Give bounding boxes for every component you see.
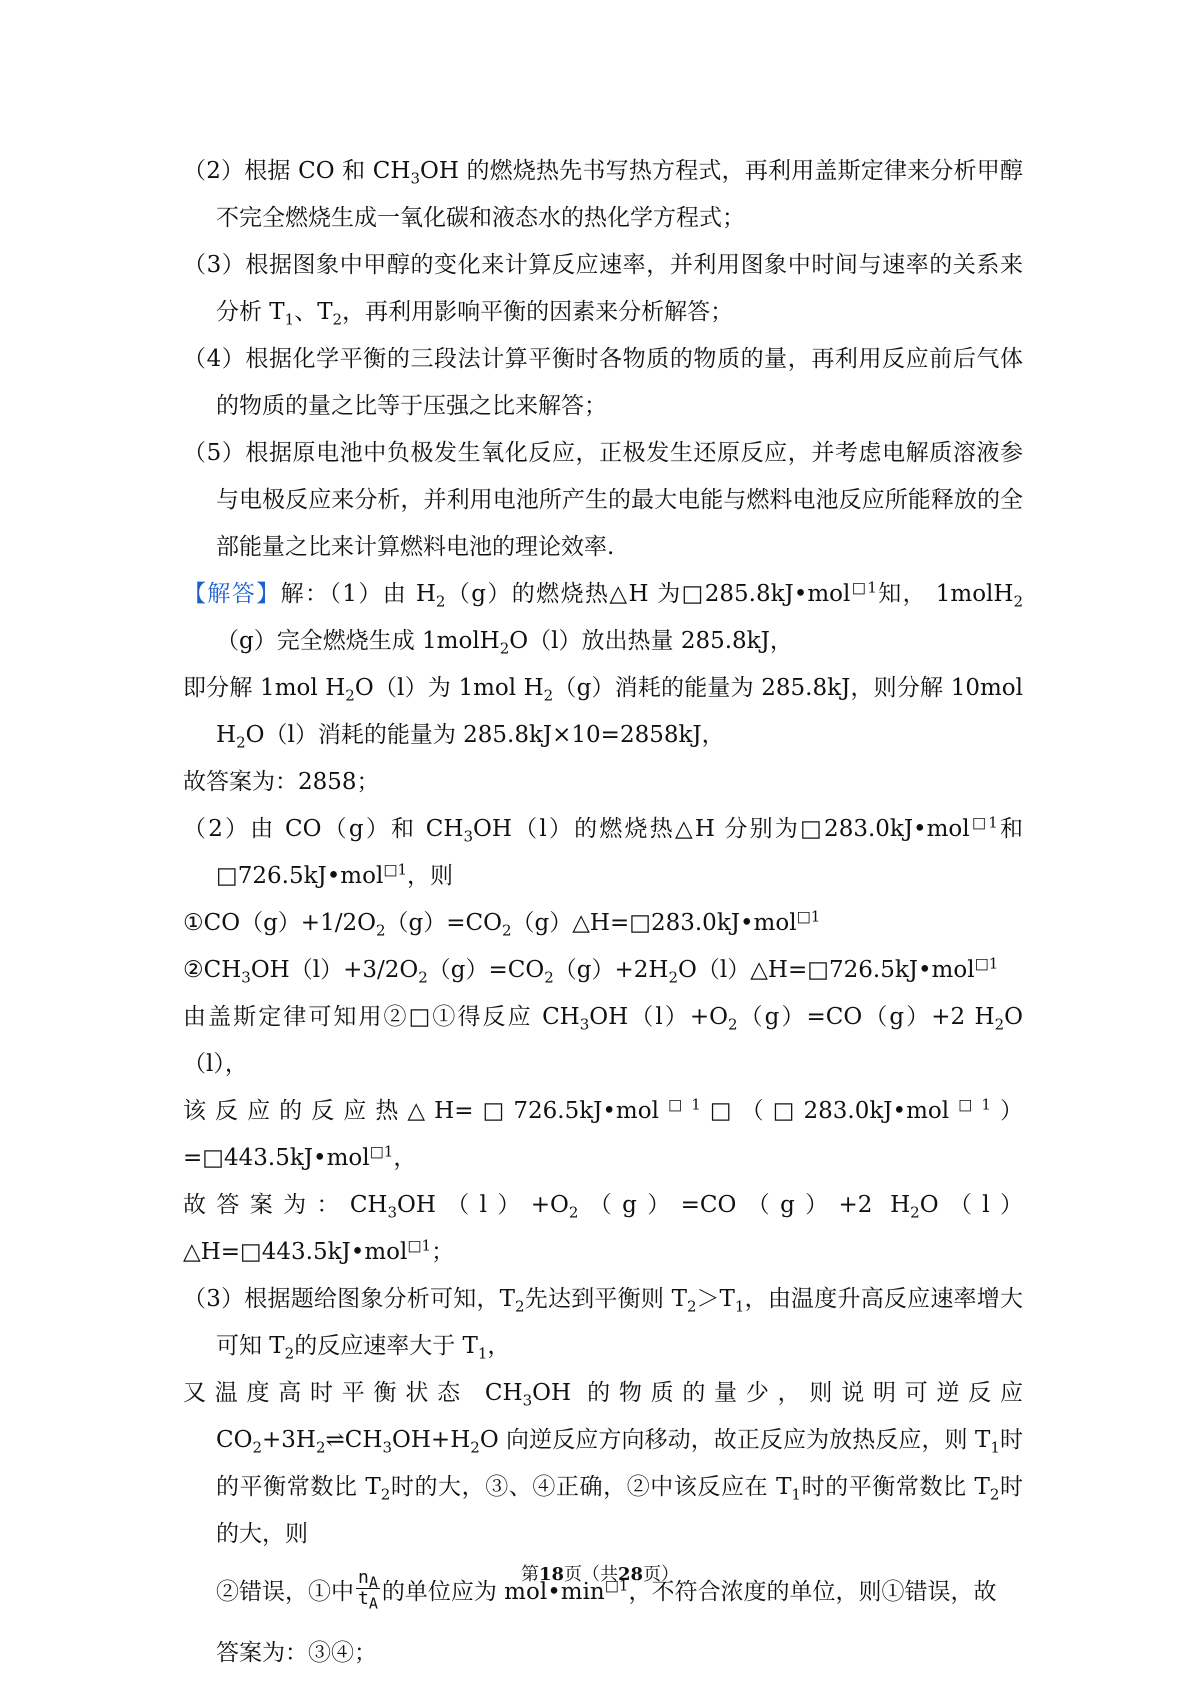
page-number: 18 — [538, 1564, 564, 1585]
fraction-denominator: $t_A$ — [358, 1587, 378, 1613]
fraction-line: ②错误，①中 $\frac{n_A}{t_A}$ 的单位应为 $mol•\min^{□1}$，不符合浓度的单位，则①错误，故 — [216, 1566, 997, 1613]
fraction-numerator: $n_A$ — [358, 1566, 378, 1592]
answer-3-result: 答案为：③④； — [216, 1640, 377, 1666]
document-body — [183, 148, 1023, 1677]
answer-part-3: （3）根据题给图象分析可知，$T_2$先达到平衡则 $T_2>T_1$，由温度升高反应速率增大可知 $T_2$的反应速率大于 $T_1$， — [183, 1286, 1023, 1363]
page-footer: 第18页（共28页） — [520, 1564, 680, 1585]
answer-part-1: 【解答】解：（1）由 $H_2(g)$的燃烧热△H 为□285.8kJ•mol$^{□1}$知， 1molH$_2$（g）完全燃烧生成 1molH$_2$O（l）放出热量 285.8kJ， — [183, 578, 1024, 658]
equation-1: $①CO(g)+1/2O_2(g)=CO_2(g)\triangle H=□283.0kJ•mol^{□1}$ — [183, 907, 821, 940]
answer-part-1-cont: 即分解 1mol $H_2O(l)$为 1mol $H_2(g)$消耗的能量为 285.8kJ，则分解 10mol $H_2O(l)$消耗的能量为 285.8kJ×10=2858kJ， — [183, 675, 1023, 752]
equation-2: $②CH_3OH(l)+3/2O_2(g)=CO_2(g)+2H_2O(l)\triangle H=□726.5kJ•mol^{□1}$ — [183, 954, 999, 987]
answer-tag: 【解答】 — [183, 581, 281, 607]
answer-1-result: 故答案为：2858； — [183, 769, 380, 795]
answer-2-result: 故答案为：$CH_3OH(l)+O_2(g)=CO(g)+2$ $H_2O(l)\triangle H=□443.5kJ•mol^{□1}$； — [183, 1192, 1024, 1265]
reaction-heat-line: 该反应的反应热△H=□726.5kJ•mol$^{□1}$□（□283.0kJ•mol$^{□1}$）=□443.5kJ•mol$^{□1}$， — [183, 1095, 1023, 1171]
analysis-item-3: （3）根据图象中甲醇的变化来计算反应速率，并利用图象中时间与速率的关系来分析 $T_1$、$T_2$，再利用影响平衡的因素来分析解答； — [183, 252, 1023, 329]
analysis-item-4: （4）根据化学平衡的三段法计算平衡时各物质的物质的量，再利用反应前后气体的物质的量之比等于压强之比来解答； — [183, 346, 1023, 419]
answer-part-3-cont: 又温度高时平衡状态 $CH_3OH$ 的物质的量少，则说明可逆反应 $CO_2+3H_2\rightleftharpoons CH_3OH+H_2O$ 向逆反应方向移动，故正反应为放热反应，则 $T_1$时的平衡常数比 $T_2$时的大，③、④正确，②中该反应在 $T_1$时的平衡常数比 $T_2$时的大，则 — [183, 1380, 1024, 1547]
analysis-item-2: （2）根据 CO 和 $CH_3OH$ 的燃烧热先书写热方程式，再利用盖斯定律来分析甲醇不完全燃烧生成一氧化碳和液态水的热化学方程式； — [183, 158, 1023, 231]
page-total: 28 — [618, 1564, 644, 1585]
answer-part-2: （2）由 CO（g）和 $CH_3OH(l)$的燃烧热△H 分别为□283.0kJ•mol$^{□1}$和□726.5kJ•mol$^{□1}$，则 — [183, 813, 1024, 889]
hess-law-line: 由盖斯定律可知用②□①得反应 $CH_3OH(l)+O_2(g)=CO(g)+2$ $H_2O(l)$， — [183, 1004, 1024, 1077]
analysis-item-5: （5）根据原电池中负极发生氧化反应，正极发生还原反应，并考虑电解质溶液参与电极反应来分析，并利用电池所产生的最大电能与燃料电池反应所能释放的全部能量之比来计算燃料电池的理论效率. — [183, 440, 1023, 560]
